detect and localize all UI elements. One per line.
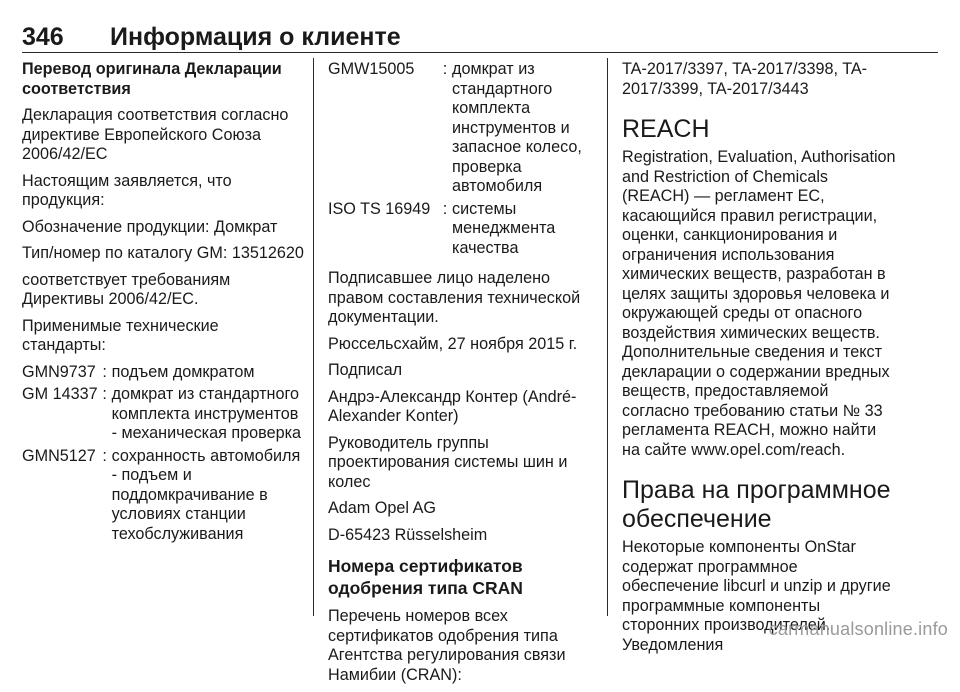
paragraph: Декларация соответствия согласно директиве Европейского Союза 2006/42/EC [22,106,289,163]
cran-heading: Номера сертификатов одобрения типа CRAN [328,556,523,598]
standard-desc: домкрат из стандартного комплекта инструментов - механическая проверка [111,385,302,442]
watermark: carmanualsonline.info [768,619,948,639]
paragraph: Подписавшее лицо наделено правом составления технической документации. [328,269,581,326]
standards-table [328,60,598,261]
cran-text: Перечень номеров всех сертификатов одобрения типа Агентства регулирования связи Намибии (CRAN): [328,607,566,684]
table-row [22,447,304,548]
standard-desc: системы менеджмента качества [452,199,556,257]
table-row [328,200,598,262]
paragraph: Подписал [328,361,403,379]
software-heading: Права на программное обеспечение [622,476,891,533]
column-3 [622,60,898,662]
declaration-heading: Перевод оригинала Декларации соответствия [22,60,282,98]
paragraph: Применимые технические стандарты: [22,316,219,354]
standard-code: GMW15005 [328,60,415,78]
table-row [22,385,304,447]
standard-code: GMN9737 [22,362,96,381]
paragraph: Настоящим заявляется, что продукция: [22,171,232,209]
column-2 [328,60,598,692]
paragraph: Руководитель группы проектирования системы шин и колес [328,433,568,491]
page-number: 346 [22,23,64,51]
standards-table [22,363,304,548]
table-row [22,363,304,386]
separator: : [102,385,107,403]
paragraph: Рюссельсхайм, 27 ноября 2015 г. [328,334,578,353]
standard-code: ISO TS 16949 [328,199,431,218]
table-row [328,60,598,200]
column-1 [22,60,304,547]
reach-heading: REACH [622,115,710,143]
separator: : [102,446,107,465]
standard-desc: подъем домкратом [111,362,255,381]
paragraph: Обозначение продукции: Домкрат [22,217,278,236]
software-text: Некоторые компоненты OnStar содержат программное обеспечение libcurl и unzip и другие программные компоненты сторонних производителей. Уведомления [622,538,891,654]
paragraph: Андрэ-Александр Контер (André-Alexander Konter) [328,387,577,425]
standard-desc: сохранность автомобиля - подъем и поддомкрачивание в условиях станции техобслуживания [111,446,301,543]
standard-code: GMN5127 [22,446,96,465]
column-divider-2 [607,58,608,616]
column-divider-1 [313,58,314,616]
paragraph: Adam Opel AG [328,499,436,517]
ta-numbers: TA-2017/3397, TA-2017/3398, TA-2017/3399, TA-2017/3443 [622,60,868,98]
standard-desc: домкрат из стандартного комплекта инструментов и запасное колесо, проверка автомобиля [452,60,582,195]
standard-code: GM 14337 [22,385,98,403]
reach-text: Registration, Evaluation, Authorisation and Restriction of Chemicals (REACH) — регламент ЕС, касающийся правил регистрации, оценки, санкционирования и ограничения использования химических веществ, разработан в целях защиты здоровья человека и окружающей среды от опасного воздействия химических веществ. Дополнительные сведения и текст декларации о содержании вредных веществ, предоставляемой согласно требованию статьи № 33 регламента REACH, можно найти на сайте www.opel.com/reach. [622,148,896,459]
separator: : [442,199,448,218]
paragraph: Тип/номер по каталогу GM: 13512620 [22,244,304,262]
separator: : [442,60,448,78]
separator: : [102,362,107,381]
page-title: Информация о клиенте [110,23,401,51]
paragraph: соответствует требованиям Директивы 2006/42/EC. [22,270,231,308]
paragraph: D-65423 Rüsselsheim [328,525,488,544]
page-header [22,22,938,53]
